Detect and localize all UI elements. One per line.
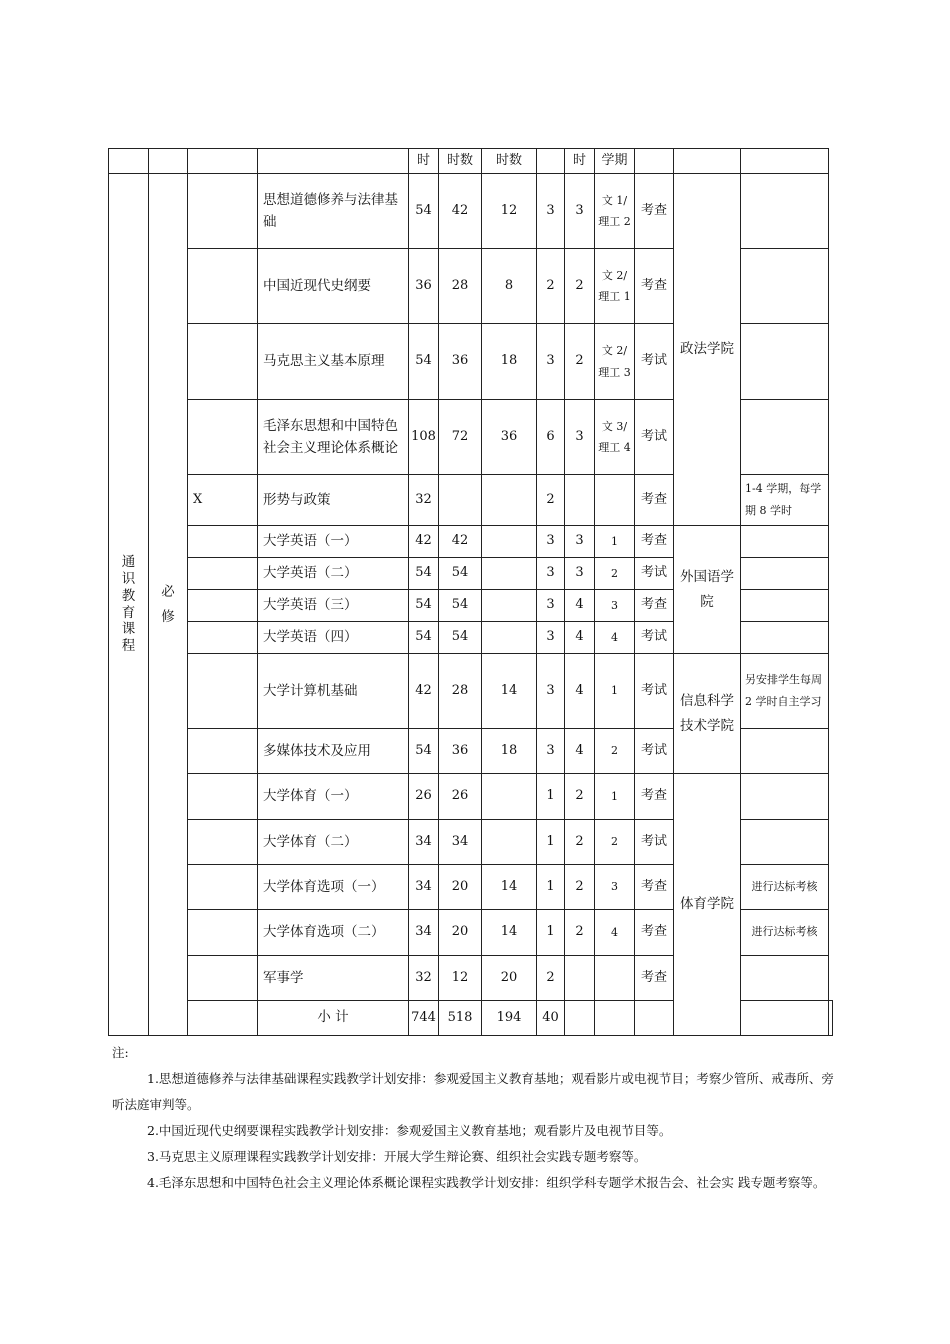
remark xyxy=(741,249,829,324)
header-cell-empty xyxy=(741,149,829,174)
exam-type: 考试 xyxy=(635,558,674,590)
note-item-2: 2.中国近现代史纲要课程实践教学计划安排：参观爱国主义教育基地；观看影片及电视节目等。 xyxy=(147,1123,672,1138)
practice-hours: 14 xyxy=(482,865,537,910)
subtotal-label: 小 计 xyxy=(258,1001,409,1036)
total-hours: 54 xyxy=(409,558,439,590)
weekly-hours xyxy=(565,475,595,526)
course-mark xyxy=(188,558,258,590)
weekly-hours: 4 xyxy=(565,590,595,622)
lecture-hours: 54 xyxy=(439,590,482,622)
total-hours: 108 xyxy=(409,400,439,475)
total-hours: 26 xyxy=(409,774,439,820)
lecture-hours: 34 xyxy=(439,820,482,865)
subtotal-credits: 40 xyxy=(537,1001,565,1036)
weekly-hours: 4 xyxy=(565,729,595,774)
course-name: 思想道德修养与法律基础 xyxy=(258,174,409,249)
remark: 1-4 学期，每学期 8 学时 xyxy=(741,475,829,526)
semester: 文 2/ 理工 3 xyxy=(595,324,635,400)
lecture-hours: 28 xyxy=(439,654,482,729)
table-row xyxy=(109,526,833,558)
subtotal-total: 744 xyxy=(409,1001,439,1036)
lecture-hours: 54 xyxy=(439,622,482,654)
lecture-hours: 12 xyxy=(439,956,482,1001)
note-item-3: 3.马克思主义原理课程实践教学计划安排：开展大学生辩论赛、组织社会实践专题考察等。 xyxy=(147,1149,647,1164)
header-cell-empty xyxy=(149,149,188,174)
semester xyxy=(595,475,635,526)
practice-hours: 36 xyxy=(482,400,537,475)
exam-type: 考查 xyxy=(635,865,674,910)
credits: 3 xyxy=(537,324,565,400)
header-cell-empty xyxy=(188,149,258,174)
credits: 2 xyxy=(537,956,565,1001)
course-mark xyxy=(188,590,258,622)
total-hours: 34 xyxy=(409,820,439,865)
semester: 2 xyxy=(595,729,635,774)
practice-hours: 8 xyxy=(482,249,537,324)
credits: 6 xyxy=(537,400,565,475)
semester: 文 3/ 理工 4 xyxy=(595,400,635,475)
course-name: 大学体育选项（一） xyxy=(258,865,409,910)
type-cell xyxy=(149,174,188,1036)
course-name: 多媒体技术及应用 xyxy=(258,729,409,774)
header-semester: 学期 xyxy=(595,149,635,174)
department-politics-law: 政法学院 xyxy=(674,174,741,526)
lecture-hours: 28 xyxy=(439,249,482,324)
weekly-hours: 3 xyxy=(565,558,595,590)
course-name: 大学英语（二） xyxy=(258,558,409,590)
total-hours: 54 xyxy=(409,590,439,622)
header-cell-empty xyxy=(674,149,741,174)
category-cell xyxy=(109,174,149,1036)
weekly-hours: 3 xyxy=(565,174,595,249)
semester: 2 xyxy=(595,820,635,865)
course-mark xyxy=(188,820,258,865)
course-name: 毛泽东思想和中国特色社会主义理论体系概论 xyxy=(258,400,409,475)
course-mark xyxy=(188,865,258,910)
subtotal-practice: 194 xyxy=(482,1001,537,1036)
total-hours: 42 xyxy=(409,654,439,729)
subtotal-empty xyxy=(635,1001,674,1036)
credits: 3 xyxy=(537,622,565,654)
course-mark xyxy=(188,174,258,249)
header-practice-hours: 时数 xyxy=(482,149,537,174)
course-name: 马克思主义基本原理 xyxy=(258,324,409,400)
type-label: 必修 xyxy=(161,584,175,625)
semester: 4 xyxy=(595,910,635,956)
exam-type: 考查 xyxy=(635,590,674,622)
practice-hours xyxy=(482,774,537,820)
total-hours: 32 xyxy=(409,956,439,1001)
notes-label: 注: xyxy=(112,1045,129,1060)
practice-hours xyxy=(482,558,537,590)
exam-type: 考查 xyxy=(635,475,674,526)
department-info-tech: 信息科学技术学院 xyxy=(674,654,741,774)
semester: 1 xyxy=(595,654,635,729)
credits: 3 xyxy=(537,654,565,729)
course-mark xyxy=(188,249,258,324)
practice-hours: 14 xyxy=(482,654,537,729)
weekly-hours: 2 xyxy=(565,324,595,400)
lecture-hours: 36 xyxy=(439,729,482,774)
exam-type: 考查 xyxy=(635,526,674,558)
course-name: 形势与政策 xyxy=(258,475,409,526)
credits: 3 xyxy=(537,558,565,590)
total-hours: 32 xyxy=(409,475,439,526)
weekly-hours: 2 xyxy=(565,820,595,865)
lecture-hours: 42 xyxy=(439,526,482,558)
course-name: 大学体育（一） xyxy=(258,774,409,820)
lecture-hours: 54 xyxy=(439,558,482,590)
subtotal-empty xyxy=(565,1001,595,1036)
note-item-4: 4.毛泽东思想和中国特色社会主义理论体系概论课程实践教学计划安排：组织学科专题学术报告会、社会实 践专题考察等。 xyxy=(147,1175,826,1190)
weekly-hours: 2 xyxy=(565,910,595,956)
header-cell-empty xyxy=(537,149,565,174)
practice-hours xyxy=(482,590,537,622)
semester: 1 xyxy=(595,526,635,558)
weekly-hours: 3 xyxy=(565,526,595,558)
practice-hours: 18 xyxy=(482,324,537,400)
credits: 3 xyxy=(537,590,565,622)
practice-hours: 14 xyxy=(482,910,537,956)
practice-hours: 18 xyxy=(482,729,537,774)
credits: 3 xyxy=(537,729,565,774)
practice-hours: 12 xyxy=(482,174,537,249)
course-mark xyxy=(188,526,258,558)
course-name: 大学体育（二） xyxy=(258,820,409,865)
course-mark xyxy=(188,774,258,820)
semester: 1 xyxy=(595,774,635,820)
exam-type: 考查 xyxy=(635,956,674,1001)
header-hours: 时 xyxy=(409,149,439,174)
credits: 3 xyxy=(537,174,565,249)
subtotal-lecture: 518 xyxy=(439,1001,482,1036)
notes-section xyxy=(112,1040,837,1196)
table-row xyxy=(109,654,833,729)
remark: 另安排学生每周 2 学时自主学习 xyxy=(741,654,829,729)
practice-hours xyxy=(482,820,537,865)
table-row xyxy=(109,774,833,820)
exam-type: 考查 xyxy=(635,910,674,956)
semester: 3 xyxy=(595,590,635,622)
credits: 1 xyxy=(537,865,565,910)
header-cell-empty xyxy=(109,149,149,174)
total-hours: 42 xyxy=(409,526,439,558)
course-mark xyxy=(188,622,258,654)
weekly-hours xyxy=(565,956,595,1001)
course-name: 军事学 xyxy=(258,956,409,1001)
remark xyxy=(741,729,829,774)
credits: 2 xyxy=(537,249,565,324)
course-name: 大学英语（一） xyxy=(258,526,409,558)
remark xyxy=(741,820,829,865)
semester: 2 xyxy=(595,558,635,590)
course-name: 大学英语（三） xyxy=(258,590,409,622)
practice-hours xyxy=(482,526,537,558)
credits: 2 xyxy=(537,475,565,526)
remark: 进行达标考核 xyxy=(741,865,829,910)
lecture-hours: 42 xyxy=(439,174,482,249)
exam-type: 考试 xyxy=(635,622,674,654)
total-hours: 54 xyxy=(409,729,439,774)
total-hours: 54 xyxy=(409,324,439,400)
remark xyxy=(741,956,829,1001)
remark xyxy=(741,622,829,654)
course-mark xyxy=(188,729,258,774)
subtotal-empty xyxy=(741,1001,829,1036)
course-name: 大学计算机基础 xyxy=(258,654,409,729)
course-mark: X xyxy=(188,475,258,526)
total-hours: 34 xyxy=(409,865,439,910)
header-lecture-hours: 时数 xyxy=(439,149,482,174)
table-row xyxy=(109,174,833,249)
remark xyxy=(741,526,829,558)
lecture-hours: 26 xyxy=(439,774,482,820)
lecture-hours: 20 xyxy=(439,865,482,910)
semester xyxy=(595,956,635,1001)
note-item-1: 1.思想道德修养与法律基础课程实践教学计划安排：参观爱国主义教育基地；观看影片或电视节目；考察少管所、戒毒所、旁听法庭审判等。 xyxy=(112,1071,834,1112)
weekly-hours: 4 xyxy=(565,622,595,654)
weekly-hours: 2 xyxy=(565,249,595,324)
remark xyxy=(741,558,829,590)
practice-hours: 20 xyxy=(482,956,537,1001)
course-mark xyxy=(188,654,258,729)
subtotal-empty xyxy=(829,1001,833,1036)
remark xyxy=(741,324,829,400)
course-mark xyxy=(188,910,258,956)
header-weekly-hours: 时 xyxy=(565,149,595,174)
header-cell-empty xyxy=(258,149,409,174)
exam-type: 考试 xyxy=(635,324,674,400)
weekly-hours: 2 xyxy=(565,774,595,820)
department-foreign-lang: 外国语学院 xyxy=(674,526,741,654)
course-mark xyxy=(188,324,258,400)
exam-type: 考试 xyxy=(635,654,674,729)
subtotal-empty xyxy=(188,1001,258,1036)
course-name: 大学体育选项（二） xyxy=(258,910,409,956)
weekly-hours: 4 xyxy=(565,654,595,729)
header-cell-empty xyxy=(635,149,674,174)
semester: 4 xyxy=(595,622,635,654)
exam-type: 考试 xyxy=(635,820,674,865)
exam-type: 考查 xyxy=(635,174,674,249)
weekly-hours: 3 xyxy=(565,400,595,475)
curriculum-table xyxy=(108,148,833,1036)
total-hours: 54 xyxy=(409,174,439,249)
lecture-hours: 72 xyxy=(439,400,482,475)
lecture-hours xyxy=(439,475,482,526)
lecture-hours: 36 xyxy=(439,324,482,400)
department-pe: 体育学院 xyxy=(674,774,741,1036)
exam-type: 考查 xyxy=(635,249,674,324)
practice-hours xyxy=(482,475,537,526)
exam-type: 考试 xyxy=(635,729,674,774)
remark: 进行达标考核 xyxy=(741,910,829,956)
lecture-hours: 20 xyxy=(439,910,482,956)
semester: 文 2/ 理工 1 xyxy=(595,249,635,324)
header-row xyxy=(109,149,833,174)
exam-type: 考查 xyxy=(635,774,674,820)
credits: 1 xyxy=(537,774,565,820)
remark xyxy=(741,590,829,622)
credits: 1 xyxy=(537,910,565,956)
remark xyxy=(741,774,829,820)
total-hours: 34 xyxy=(409,910,439,956)
semester: 3 xyxy=(595,865,635,910)
remark xyxy=(741,400,829,475)
total-hours: 54 xyxy=(409,622,439,654)
credits: 1 xyxy=(537,820,565,865)
course-mark xyxy=(188,400,258,475)
course-name: 大学英语（四） xyxy=(258,622,409,654)
semester: 文 1/ 理工 2 xyxy=(595,174,635,249)
credits: 3 xyxy=(537,526,565,558)
category-label: 通识教育课程 xyxy=(121,553,136,655)
course-name: 中国近现代史纲要 xyxy=(258,249,409,324)
subtotal-empty xyxy=(595,1001,635,1036)
total-hours: 36 xyxy=(409,249,439,324)
course-mark xyxy=(188,956,258,1001)
exam-type: 考试 xyxy=(635,400,674,475)
remark xyxy=(741,174,829,249)
practice-hours xyxy=(482,622,537,654)
weekly-hours: 2 xyxy=(565,865,595,910)
